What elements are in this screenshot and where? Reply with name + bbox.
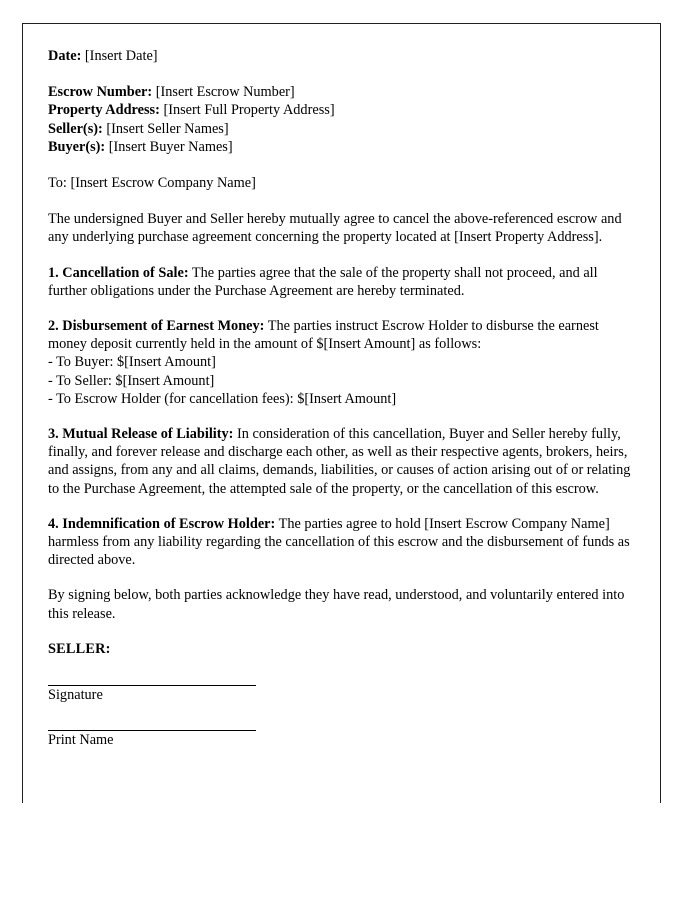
property-address-value: [Insert Full Property Address] [163, 102, 335, 119]
seller-signature-label: Signature [48, 687, 103, 704]
seller-signature-heading: SELLER: [48, 640, 111, 657]
disbursement-item-buyer: - To Buyer: $[Insert Amount] [48, 354, 216, 371]
section-2-text: The parties instruct Escrow Holder to disburse the earnest money deposit currently held in the amount of $[Insert Amount] as follows: [48, 318, 599, 353]
sellers-line [48, 120, 636, 138]
spacer [48, 704, 636, 730]
disbursement-item-seller: - To Seller: $[Insert Amount] [48, 372, 215, 389]
seller-print-name-label: Print Name [48, 732, 114, 749]
document-body [48, 47, 636, 749]
section-3-heading: 3. Mutual Release of Liability: [48, 426, 234, 443]
escrow-number-label: Escrow Number: [48, 84, 153, 101]
spacer [48, 247, 636, 264]
section-indemnification-of-escrow-holder [48, 515, 636, 570]
spacer [48, 408, 636, 425]
section-mutual-release-of-liability [48, 425, 636, 498]
section-disbursement-of-earnest-money [48, 317, 636, 353]
section-4-heading: 4. Indemnification of Escrow Holder: [48, 515, 276, 532]
buyers-line [48, 138, 636, 156]
date-label: Date: [48, 48, 82, 64]
property-address-line [48, 101, 636, 119]
recipient-value: [Insert Escrow Company Name] [70, 175, 256, 192]
buyers-label: Buyer(s): [48, 138, 106, 155]
section-cancellation-of-sale [48, 264, 636, 300]
spacer [48, 658, 636, 685]
date-value: [Insert Date] [84, 48, 158, 64]
section-1-text: The parties agree that the sale of the property shall not proceed, and all further obligations under the Purchase Agreement are hereby terminated. [48, 264, 598, 299]
spacer [48, 569, 636, 586]
section-2-heading: 2. Disbursement of Earnest Money: [48, 318, 265, 335]
spacer [48, 623, 636, 640]
closing-paragraph: By signing below, both parties acknowledge they have read, understood, and voluntarily entered into this release. [48, 587, 625, 622]
spacer [48, 300, 636, 317]
section-1-heading: 1. Cancellation of Sale: [48, 264, 189, 281]
date-line [48, 47, 636, 65]
section-4-text: The parties agree to hold [Insert Escrow Company Name] harmless from any liability regarding the cancellation of this escrow and the disbursement of funds as directed above. [48, 515, 630, 569]
escrow-number-value: [Insert Escrow Number] [155, 84, 295, 101]
spacer [48, 156, 636, 174]
sellers-label: Seller(s): [48, 120, 103, 137]
spacer [48, 498, 636, 515]
sellers-value: [Insert Seller Names] [106, 120, 229, 137]
spacer [48, 192, 636, 210]
spacer [48, 65, 636, 83]
intro-paragraph: The undersigned Buyer and Seller hereby mutually agree to cancel the above-referenced escrow and any underlying purchase agreement concerning the property located at [Insert Property Address]. [48, 211, 622, 246]
section-3-text: In consideration of this cancellation, Buyer and Seller hereby fully, finally, and forever release and discharge each other, as well as their respective agents, brokers, heirs, and assigns, from any and all claims, demands, liabilities, or causes of action arising out of or relating to the Purchase Agreement, the attempted sale of the property, or the cancellation of this escrow. [48, 426, 631, 497]
buyers-value: [Insert Buyer Names] [108, 138, 233, 155]
disbursement-item-escrow-holder: - To Escrow Holder (for cancellation fees): $[Insert Amount] [48, 390, 397, 407]
recipient-label: To: [48, 175, 67, 192]
escrow-number-line [48, 83, 636, 101]
property-address-label: Property Address: [48, 102, 160, 119]
recipient-line [48, 174, 636, 192]
